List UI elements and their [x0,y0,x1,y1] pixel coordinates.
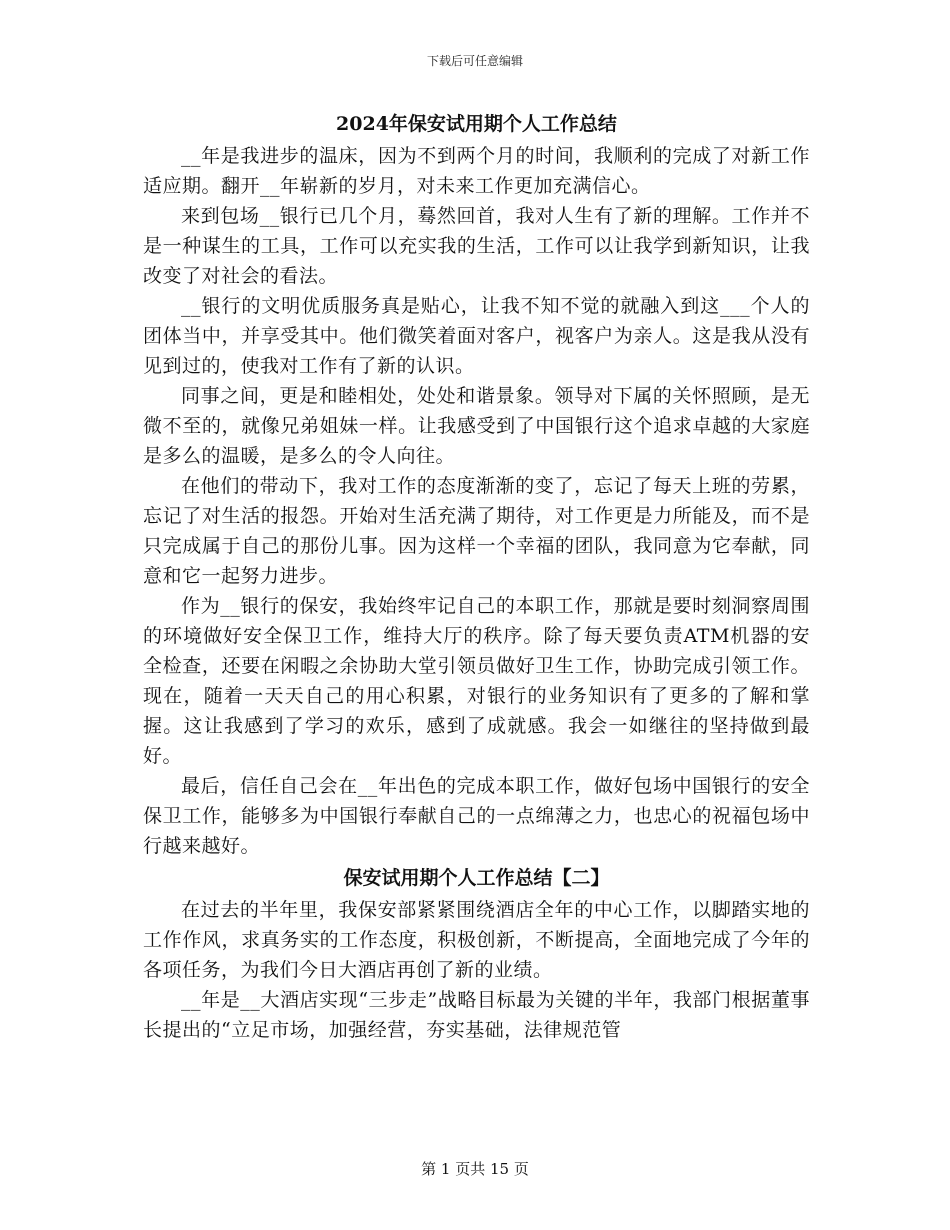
section-2 [143,861,810,1045]
paragraph: __年是__大酒店实现“三步走”战略目标最为关键的半年，我部门根据董事长提出的“立足市场，加强经营，夯实基础，法律规范管 [143,989,810,1041]
paragraph: 在他们的带动下，我对工作的态度渐渐的变了，忘记了每天上班的劳累，忘记了对生活的报怨。开始对生活充满了期待，对工作更是力所能及，而不是只完成属于自己的那份儿事。因为这样一个幸福的团队，我同意为它奉献，同意和它一起努力进步。 [143,475,810,587]
section-1 [143,107,810,861]
section-title: 2024年保安试用期个人工作总结 [336,113,617,135]
paragraph: __年是我进步的温床，因为不到两个月的时间，我顺利的完成了对新工作适应期。翻开__年崭新的岁月，对未来工作更加充满信心。 [143,145,810,197]
section-title: 保安试用期个人工作总结【二】 [343,867,610,889]
paragraph: 同事之间，更是和睦相处，处处和谐景象。领导对下属的关怀照顾，是无微不至的，就像兄弟姐妹一样。让我感受到了中国银行这个追求卓越的大家庭是多么的温暖，是多么的令人向往。 [143,385,810,467]
page-footer: 第 1 页共 15 页 [421,1160,529,1178]
paragraph: 在过去的半年里，我保安部紧紧围绕酒店全年的中心工作，以脚踏实地的工作作风，求真务实的工作态度，积极创新，不断提高，全面地完成了今年的各项任务，为我们今日大酒店再创了新的业绩。 [143,899,810,981]
paragraph: 最后，信任自己会在__年出色的完成本职工作，做好包场中国银行的安全保卫工作，能够多为中国银行奉献自己的一点绵薄之力，也忠心的祝福包场中行越来越好。 [143,775,810,857]
document-body [143,107,810,1045]
page-header: 下载后可任意编辑 [426,54,523,68]
paragraph: 作为__银行的保安，我始终牢记自己的本职工作，那就是要时刻洞察周围的环境做好安全保卫工作，维持大厅的秩序。除了每天要负责ATM机器的安全检查，还要在闲暇之余协助大堂引领员做好卫生工作，协助完成引领工作。现在，随着一天天自己的用心积累，对银行的业务知识有了更多的了解和掌握。这让我感到了学习的欢乐，感到了成就感。我会一如继往的坚持做到最好。 [143,595,810,767]
paragraph: 来到包场__银行已几个月，蓦然回首，我对人生有了新的理解。工作并不是一种谋生的工具，工作可以充实我的生活，工作可以让我学到新知识，让我改变了对社会的看法。 [143,205,810,287]
paragraph: __银行的文明优质服务真是贴心，让我不知不觉的就融入到这___个人的团体当中，并享受其中。他们微笑着面对客户，视客户为亲人。这是我从没有见到过的，使我对工作有了新的认识。 [143,295,810,377]
